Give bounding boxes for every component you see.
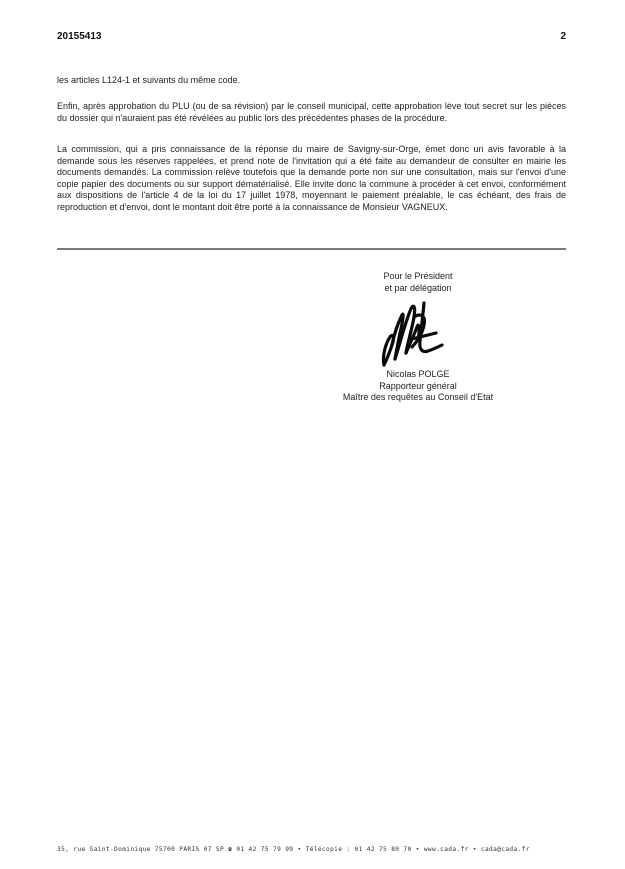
horizontal-divider (57, 248, 566, 250)
signature-line-delegation: et par délégation (384, 282, 452, 293)
footer-separator: • (415, 846, 420, 853)
footer-fax: Télécopie : 01 42 75 80 70 (305, 846, 412, 853)
handwritten-signature-icon (376, 297, 446, 369)
document-reference: 20155413 (57, 31, 102, 42)
footer-phone: 01 42 75 79 99 (236, 846, 294, 853)
page-footer (57, 846, 530, 853)
footer-separator: • (472, 846, 477, 853)
footer-email-link[interactable]: cada@cada.fr (480, 846, 530, 853)
signatory-role: Maître des requêtes au Conseil d'Etat (342, 392, 494, 403)
page-number: 2 (560, 31, 566, 42)
signature-line-president: Pour le Président (383, 271, 453, 281)
signatory-name: Nicolas POLGE (386, 369, 450, 379)
footer-address: 35, rue Saint-Dominique 75700 PARIS 07 SP (57, 846, 225, 853)
paragraph-2: Enfin, après approbation du PLU (ou de sa révision) par le conseil municipal, cette approbation lève tout secret sur les pièces du dossier qui n'auraient pas été révélées au public lors des précédentes phases de la procédure. (57, 101, 566, 123)
signature-preamble (322, 271, 514, 294)
paragraph-1: les articles L124-1 et suivants du même code. (57, 75, 241, 85)
signatory-title: Rapporteur général (379, 380, 457, 391)
footer-separator: • (297, 846, 302, 853)
telephone-icon: ☎ (228, 846, 233, 853)
paragraph-3: La commission, qui a pris connaissance de la réponse du maire de Savigny-sur-Orge, émet donc un avis favorable à la demande sous les réserves rappelées, et prend note de l'invitation qui a été faite au demandeur de consulter en mairie les documents demandés. La commission relève toutefois que la demande porte non sur une consultation, mais sur l'envoi d'une copie papier des documents ou sur support dématérialisé. Elle invite donc la commune à procéder à cet envoi, conformément aux dispositions de l'article 4 de la loi du 17 juillet 1978, moyennant le paiement préalable, le cas échéant, des frais de reproduction et d'envoi, dont le montant doit être porté à la connaissance de Monsieur VAGNEUX. (57, 144, 566, 212)
footer-website-link[interactable]: www.cada.fr (423, 846, 469, 853)
signatory-details (322, 369, 514, 404)
